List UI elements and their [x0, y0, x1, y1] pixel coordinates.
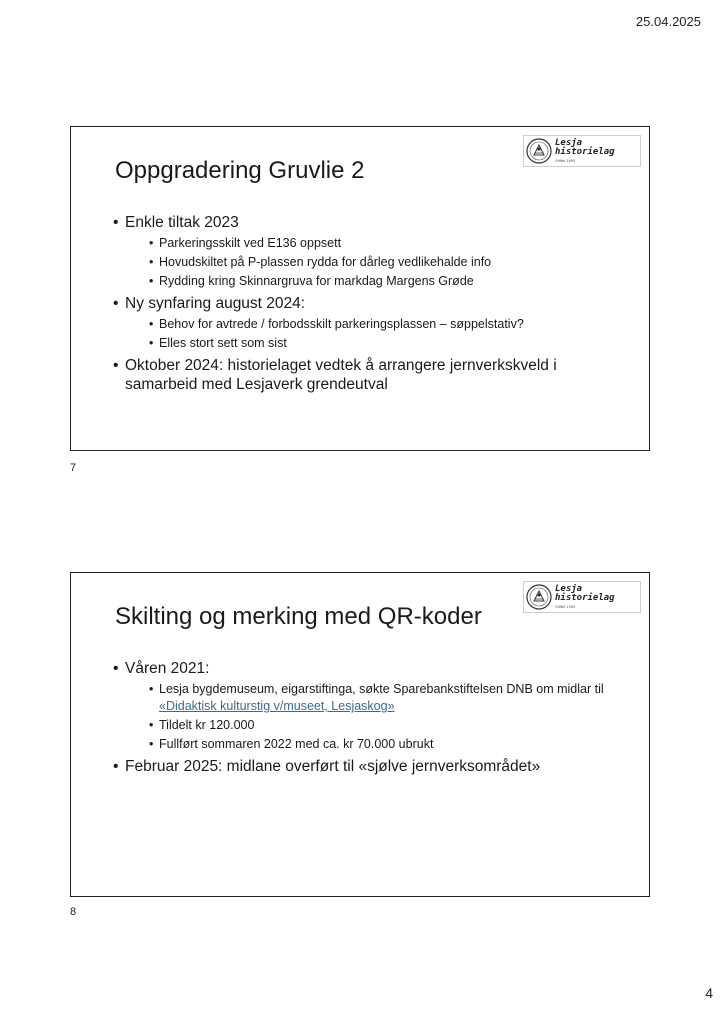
- sub-bullet: • Rydding kring Skinnargruva for markdag Margens Grøde: [125, 273, 629, 290]
- lesja-historielag-logo: [523, 135, 641, 167]
- sub-bullet: [125, 681, 629, 715]
- bullet-text: Februar 2025: midlane overført til «sjølve jernverksområdet»: [125, 758, 541, 775]
- sub-bullet-text: Lesja bygdemuseum, eigarstiftinga, søkte Sparebankstiftelsen DNB om midlar til: [159, 682, 604, 696]
- bullet: [113, 659, 629, 753]
- sub-bullet: • Fullført sommaren 2022 med ca. kr 70.000 ubrukt: [125, 736, 629, 753]
- sub-bullet: • Elles stort sett som sist: [125, 335, 629, 352]
- sub-bullet: • Behov for avtrede / forbodsskilt parkeringsplassen – søppelstativ?: [125, 316, 629, 333]
- bullet: [113, 757, 629, 776]
- bullet-text: Våren 2021:: [125, 660, 210, 677]
- bullet-text: Oktober 2024: historielaget vedtek å arrangere jernverkskveld i samarbeid med Lesjaverk grendeutval: [125, 357, 557, 393]
- lesja-historielag-logo: [523, 581, 641, 613]
- emblem-icon: [526, 584, 552, 610]
- slide-7: [70, 126, 650, 451]
- logo-subtext: Stiftet 1993: [555, 604, 576, 609]
- slide-body: [113, 659, 629, 778]
- print-date: 25.04.2025: [635, 14, 701, 29]
- emblem-icon: [526, 138, 552, 164]
- slide-8: [70, 572, 650, 897]
- bullet: [113, 294, 629, 352]
- kulturstig-link[interactable]: «Didaktisk kulturstig v/museet, Lesjaskog»: [159, 699, 395, 713]
- page-number: 4: [705, 985, 713, 1001]
- bullet-text: Ny synfaring august 2024:: [125, 295, 306, 312]
- slide-title: Oppgradering Gruvlie 2: [115, 157, 365, 184]
- bullet: [113, 356, 629, 394]
- slide-number: 7: [70, 462, 77, 474]
- logo-subtext: Stiftet 1993: [555, 158, 576, 163]
- sub-bullet: • Parkeringsskilt ved E136 oppsett: [125, 235, 629, 252]
- bullet-text: Enkle tiltak 2023: [125, 214, 239, 231]
- slide-number: 8: [70, 906, 77, 918]
- slide-title: Skilting og merking med QR-koder: [115, 603, 482, 630]
- slide-body: [113, 213, 629, 396]
- sub-bullet: • Hovudskiltet på P-plassen rydda for dårleg vedlikehalde info: [125, 254, 629, 271]
- sub-bullet: • Tildelt kr 120.000: [125, 717, 629, 734]
- bullet: [113, 213, 629, 290]
- logo-text: Lesja historielag: [555, 138, 615, 157]
- logo-text: Lesja historielag: [555, 584, 615, 603]
